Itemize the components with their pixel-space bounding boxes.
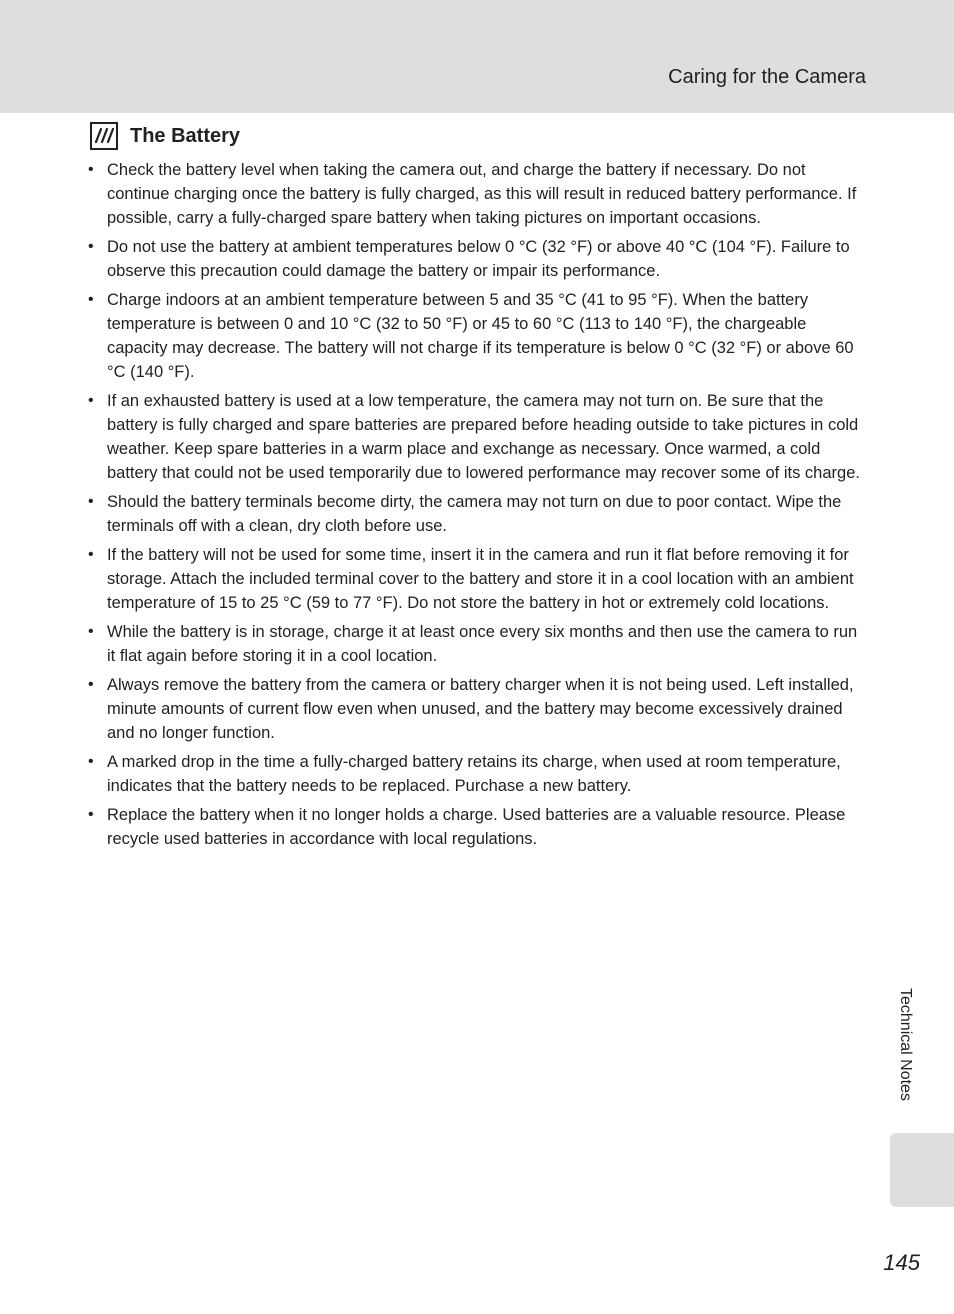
list-item-text: A marked drop in the time a fully-charged battery retains its charge, when used at room temperature, indicates that the battery needs to be replaced. Purchase a new battery.	[107, 753, 841, 795]
list-item	[86, 288, 866, 384]
bullet-icon: •	[88, 291, 94, 308]
bullet-icon: •	[88, 806, 94, 823]
running-header-title: Caring for the Camera	[668, 66, 866, 88]
section-heading	[90, 120, 240, 152]
list-item	[86, 158, 866, 230]
battery-notes-list	[86, 158, 866, 856]
bullet-icon: •	[88, 238, 94, 255]
page-number: 145	[883, 1250, 920, 1275]
list-item	[86, 803, 866, 851]
list-item	[86, 490, 866, 538]
list-item	[86, 673, 866, 745]
list-item	[86, 543, 866, 615]
list-item	[86, 750, 866, 798]
list-item-text: If an exhausted battery is used at a low temperature, the camera may not turn on. Be sure that the battery is fully charged and spare batteries are prepared before heading outside to take pictures in cold weather. Keep spare batteries in a warm place and exchange as necessary. Once warmed, a cold battery that could not be used temporarily due to lowered performance may recover some of its charge.	[107, 392, 860, 482]
bullet-icon: •	[88, 623, 94, 640]
bullet-icon: •	[88, 676, 94, 693]
list-item-text: Replace the battery when it no longer holds a charge. Used batteries are a valuable resource. Please recycle used batteries in accordance with local regulations.	[107, 806, 846, 848]
chapter-side-tab	[890, 1133, 954, 1207]
list-item-text: Should the battery terminals become dirty, the camera may not turn on due to poor contact. Wipe the terminals off with a clean, dry cloth before use.	[107, 493, 842, 535]
bullet-icon: •	[88, 392, 94, 409]
bullet-icon: •	[88, 546, 94, 563]
header-band	[0, 0, 954, 113]
bullet-icon: •	[88, 161, 94, 178]
list-item-text: Charge indoors at an ambient temperature between 5 and 35 °C (41 to 95 °F). When the battery temperature is between 0 and 10 °C (32 to 50 °F) or 45 to 60 °C (113 to 140 °F), the chargeable capacity may decrease. The battery will not charge if its temperature is below 0 °C (32 °F) or above 60 °C (140 °F).	[107, 291, 854, 381]
list-item-text: Do not use the battery at ambient temperatures below 0 °C (32 °F) or above 40 °C (104 °F). Failure to observe this precaution could damage the battery or impair its performance.	[107, 238, 850, 280]
bullet-icon: •	[88, 753, 94, 770]
list-item-text: Check the battery level when taking the camera out, and charge the battery if necessary. Do not continue charging once the battery is fully charged, as this will result in reduced battery performance. If possible, carry a fully-charged spare battery when taking pictures on important occasions.	[107, 161, 857, 227]
list-item-text: If the battery will not be used for some time, insert it in the camera and run it flat before removing it for storage. Attach the included terminal cover to the battery and store it in a cool location with an ambient temperature of 15 to 25 °C (59 to 77 °F). Do not store the battery in hot or extremely cold locations.	[107, 546, 854, 612]
list-item-text: While the battery is in storage, charge it at least once every six months and then use the camera to run it flat again before storing it in a cool location.	[107, 623, 858, 665]
section-title: The Battery	[130, 124, 241, 147]
list-item	[86, 235, 866, 283]
list-item	[86, 389, 866, 485]
list-item-text: Always remove the battery from the camera or battery charger when it is not being used. Left installed, minute amounts of current flow even when unused, and the battery may become excessively drained and no longer function.	[107, 676, 854, 742]
list-item	[86, 620, 866, 668]
bullet-icon: •	[88, 493, 94, 510]
caution-check-icon	[90, 122, 118, 150]
side-tab-label: Technical Notes	[897, 988, 914, 1101]
